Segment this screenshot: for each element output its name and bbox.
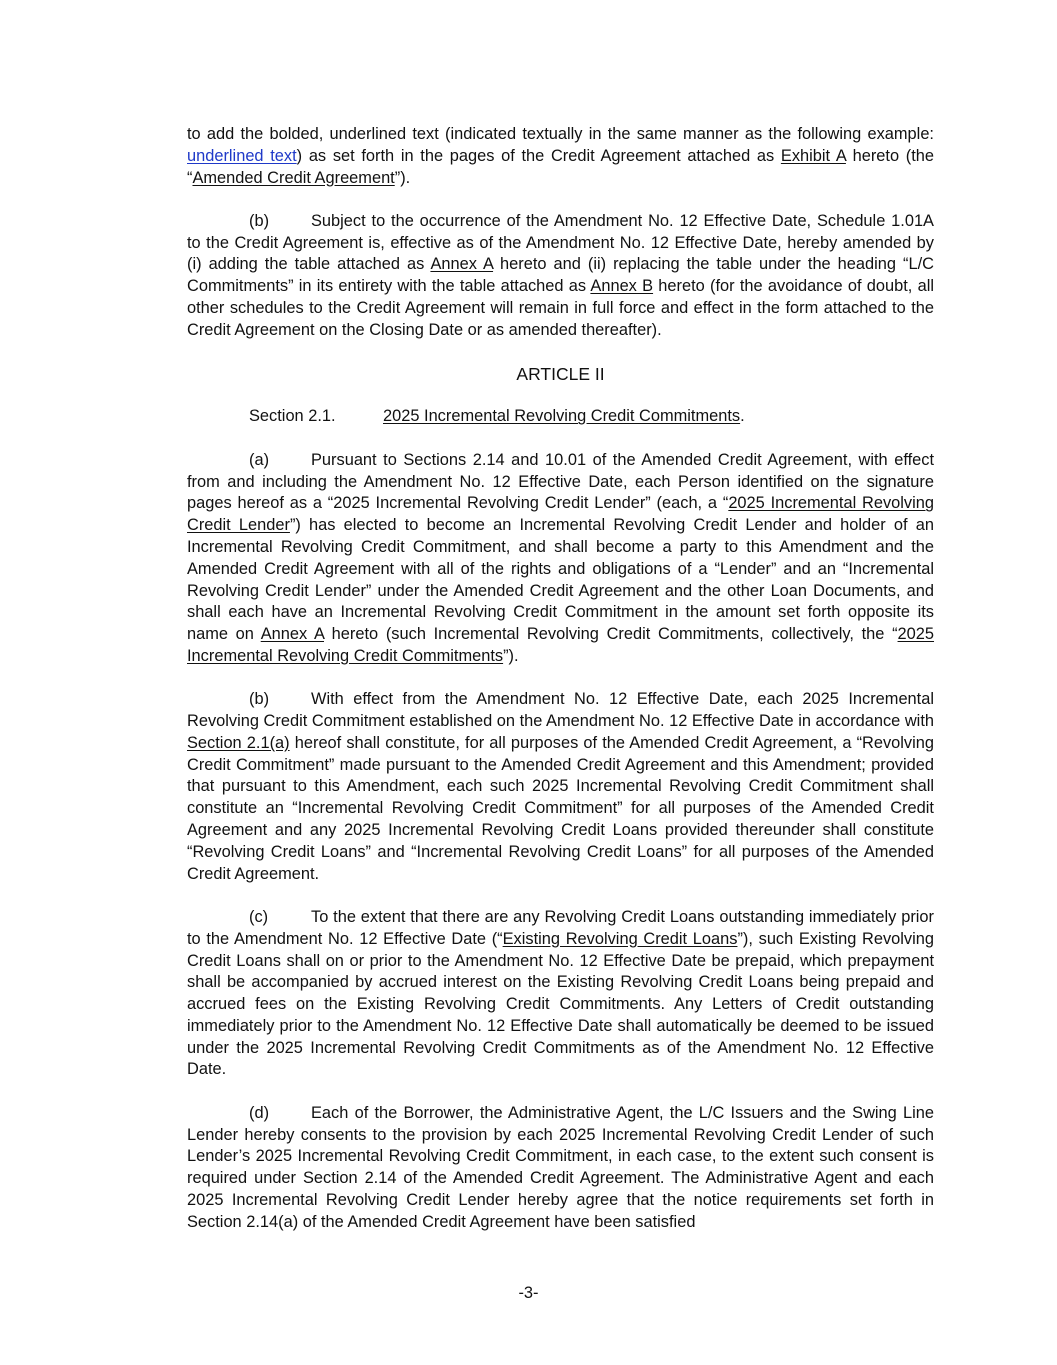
defined-term-amended-credit-agreement: Amended Credit Agreement [192,168,395,187]
intro-paragraph: to add the bolded, underlined text (indicated textually in the same manner as the following example: underlined text) as set forth in the pages of the Credit Agreement attached as Exhibit A hereto (the “Amended Credit Agreement”). [187,125,935,187]
section-reference: Section 2.1(a) [187,733,290,752]
defined-term-lender: 2025 Incremental Revolving Credit Lender [187,494,934,535]
paragraph-label: (b) [249,211,270,230]
annex-a-reference: Annex A [430,255,494,274]
page-number: -3- [518,1284,539,1302]
section-title: 2025 Incremental Revolving Credit Commitments [383,407,741,426]
paragraph-c: (c) To the extent that there are any Revolving Credit Loans outstanding immediately prior to the Amendment No. 12 Effective Date (“Existing Revolving Credit Loans”), such Existing Revolving Credit Loans shall on or prior to the Amendment No. 12 Effective Date be prepaid, which prepayment shall be accompanied by accrued interest on the Existing Revolving Credit Loans being prepaid and accrued fees on the Existing Revolving Credit Commitments. Any Letters of Credit outstanding immediately prior to the Amendment No. 12 Effective Date shall automatically be deemed to be issued under the 2025 Incremental Revolving Credit Commitments as of the Amendment No. 12 Effective Date. [187,907,934,1079]
paragraph-1b: (b) Subject to the occurrence of the Amendment No. 12 Effective Date, Schedule 1.01A to the Credit Agreement is, effective as of the Amendment No. 12 Effective Date, hereby amended by (i) adding the table attached as Annex A hereto and (ii) replacing the table under the heading “L/C Commitments” in its entirety with the table attached as Annex B hereto (for the avoidance of doubt, all other schedules to the Credit Agreement will remain in full force and effect in the form attached to the Credit Agreement on the Closing Date or as amended thereafter). [187,211,934,339]
section-number: Section 2.1. [249,407,336,426]
article-heading: ARTICLE II [516,363,605,384]
paragraph-label: (c) [249,907,269,926]
paragraph-label: (d) [249,1103,270,1122]
paragraph-a: (a) Pursuant to Sections 2.14 and 10.01 of the Amended Credit Agreement, with effect from and including the Amendment No. 12 Effective Date, each Person identified on the signature pages hereof as a “2025 Incremental Revolving Credit Lender” (each, a “2025 Incremental Revolving Credit Lender”) has elected to become an Incremental Revolving Credit Lender and holder of an Incremental Revolving Credit Commitment, and shall become a party to this Amendment and the Amended Credit Agreement with all of the rights and obligations of a “Lender” and an “Incremental Revolving Credit Lender” under the Amended Credit Agreement and the other Loan Documents, and shall each have an Incremental Revolving Credit Commitment in the amount set forth opposite its name on Annex A hereto (such Incremental Revolving Credit Commitments, collectively, the “2025 Incremental Revolving Credit Commitments”). [187,450,935,665]
paragraph-b: (b) With effect from the Amendment No. 12 Effective Date, each 2025 Incremental Revolving Credit Commitment established on the Amendment No. 12 Effective Date in accordance with Section 2.1(a) hereof shall constitute, for all purposes of the Amended Credit Agreement, a “Revolving Credit Commitment” made pursuant to the Amended Credit Agreement and this Amendment; provided that pursuant to this Amendment, each such 2025 Incremental Revolving Credit Commitment shall constitute an “Incremental Revolving Credit Commitment” for all purposes of the Amended Credit Agreement and any 2025 Incremental Revolving Credit Loans provided thereunder shall constitute “Revolving Credit Loans” and “Incremental Revolving Credit Loans” for all purposes of the Amended Credit Agreement. [187,690,934,883]
document-page [187,124,934,1234]
defined-term-commitments: 2025 Incremental Revolving Credit Commitments [187,625,935,665]
example-underlined-text: underlined text [187,146,297,165]
annex-a-reference: Annex A [260,625,324,644]
defined-term-existing-loans: Existing Revolving Credit Loans [502,929,738,948]
section-heading: Section 2.1. 2025 Incremental Revolving Credit Commitments. [187,406,934,428]
annex-b-reference: Annex B [590,277,654,296]
paragraph-d: (d) Each of the Borrower, the Administrative Agent, the L/C Issuers and the Swing Line Lender hereby consents to the provision by each 2025 Incremental Revolving Credit Lender of such Lender’s 2025 Incremental Revolving Credit Commitment, in each case, to the extent such consent is required under Section 2.14 of the Amended Credit Agreement. The Administrative Agent and each 2025 Incremental Revolving Credit Lender hereby agree that the notice requirements set forth in Section 2.14(a) of the Amended Credit Agreement have been satisfied [187,1103,934,1231]
paragraph-label: (b) [249,690,270,709]
paragraph-label: (a) [249,450,270,469]
exhibit-a-reference: Exhibit A [780,146,846,165]
